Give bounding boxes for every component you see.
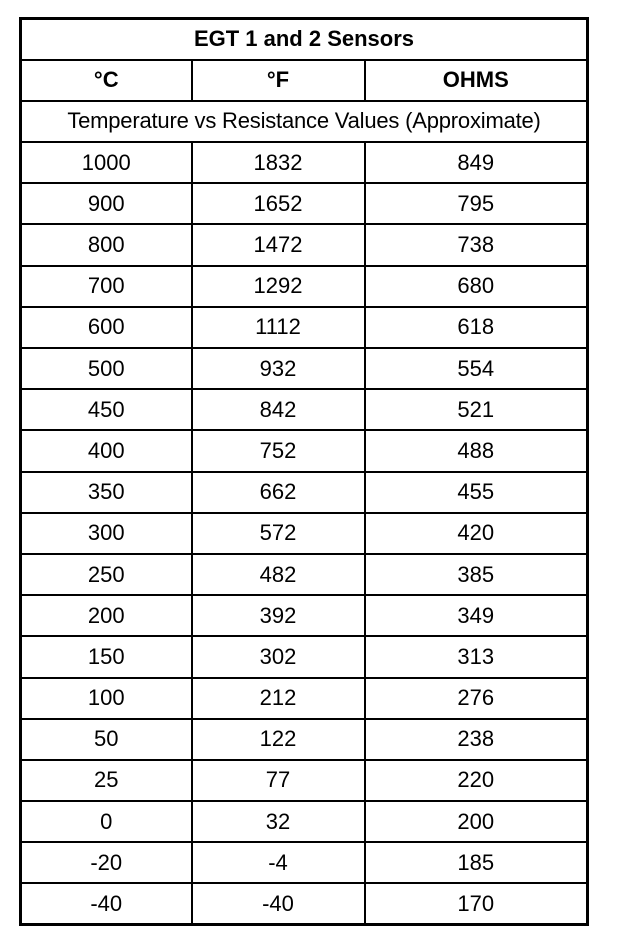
cell-celsius: 400	[21, 430, 192, 471]
table-row	[21, 554, 588, 595]
cell-celsius: 50	[21, 719, 192, 760]
table-row	[21, 719, 588, 760]
table-row	[21, 430, 588, 471]
cell-celsius: 500	[21, 348, 192, 389]
cell-celsius: 600	[21, 307, 192, 348]
cell-fahrenheit: 32	[192, 801, 365, 842]
table-row	[21, 883, 588, 924]
cell-ohms: 795	[365, 183, 588, 224]
cell-celsius: 0	[21, 801, 192, 842]
title-row	[21, 19, 588, 60]
table-row	[21, 842, 588, 883]
cell-fahrenheit: 1112	[192, 307, 365, 348]
cell-ohms: 488	[365, 430, 588, 471]
cell-ohms: 680	[365, 266, 588, 307]
cell-celsius: 1000	[21, 142, 192, 183]
column-header-celsius: °C	[21, 60, 192, 101]
cell-ohms: 420	[365, 513, 588, 554]
cell-celsius: 150	[21, 636, 192, 677]
table-row	[21, 472, 588, 513]
cell-fahrenheit: -40	[192, 883, 365, 924]
table-row	[21, 142, 588, 183]
cell-celsius: 350	[21, 472, 192, 513]
cell-ohms: 220	[365, 760, 588, 801]
table-body	[21, 142, 588, 925]
table-title: EGT 1 and 2 Sensors	[21, 19, 588, 60]
cell-ohms: 276	[365, 678, 588, 719]
cell-fahrenheit: 1292	[192, 266, 365, 307]
cell-ohms: 455	[365, 472, 588, 513]
table-subtitle: Temperature vs Resistance Values (Approximate)	[21, 101, 588, 142]
cell-ohms: 849	[365, 142, 588, 183]
table-row	[21, 595, 588, 636]
cell-ohms: 185	[365, 842, 588, 883]
cell-fahrenheit: 572	[192, 513, 365, 554]
table-row	[21, 224, 588, 265]
cell-ohms: 738	[365, 224, 588, 265]
cell-ohms: 349	[365, 595, 588, 636]
cell-ohms: 170	[365, 883, 588, 924]
cell-celsius: 900	[21, 183, 192, 224]
table-row	[21, 801, 588, 842]
cell-fahrenheit: 752	[192, 430, 365, 471]
table-row	[21, 678, 588, 719]
cell-fahrenheit: -4	[192, 842, 365, 883]
cell-ohms: 313	[365, 636, 588, 677]
column-header-row	[21, 60, 588, 101]
cell-celsius: 800	[21, 224, 192, 265]
cell-fahrenheit: 1652	[192, 183, 365, 224]
column-header-ohms: OHMS	[365, 60, 588, 101]
table-row	[21, 183, 588, 224]
cell-celsius: 450	[21, 389, 192, 430]
table-row	[21, 389, 588, 430]
cell-fahrenheit: 662	[192, 472, 365, 513]
cell-fahrenheit: 1832	[192, 142, 365, 183]
cell-celsius: 300	[21, 513, 192, 554]
table-row	[21, 266, 588, 307]
cell-celsius: 100	[21, 678, 192, 719]
cell-celsius: -40	[21, 883, 192, 924]
cell-fahrenheit: 842	[192, 389, 365, 430]
table-row	[21, 348, 588, 389]
subtitle-row	[21, 101, 588, 142]
table-row	[21, 307, 588, 348]
cell-fahrenheit: 77	[192, 760, 365, 801]
cell-celsius: 250	[21, 554, 192, 595]
cell-ohms: 200	[365, 801, 588, 842]
table-row	[21, 513, 588, 554]
egt-sensor-table	[19, 17, 589, 926]
cell-celsius: -20	[21, 842, 192, 883]
cell-ohms: 554	[365, 348, 588, 389]
cell-celsius: 700	[21, 266, 192, 307]
cell-ohms: 521	[365, 389, 588, 430]
cell-fahrenheit: 122	[192, 719, 365, 760]
cell-ohms: 618	[365, 307, 588, 348]
cell-ohms: 385	[365, 554, 588, 595]
table-row	[21, 760, 588, 801]
cell-fahrenheit: 932	[192, 348, 365, 389]
cell-fahrenheit: 392	[192, 595, 365, 636]
table-row	[21, 636, 588, 677]
cell-fahrenheit: 302	[192, 636, 365, 677]
cell-celsius: 25	[21, 760, 192, 801]
cell-fahrenheit: 1472	[192, 224, 365, 265]
cell-ohms: 238	[365, 719, 588, 760]
cell-fahrenheit: 482	[192, 554, 365, 595]
cell-fahrenheit: 212	[192, 678, 365, 719]
column-header-fahrenheit: °F	[192, 60, 365, 101]
cell-celsius: 200	[21, 595, 192, 636]
